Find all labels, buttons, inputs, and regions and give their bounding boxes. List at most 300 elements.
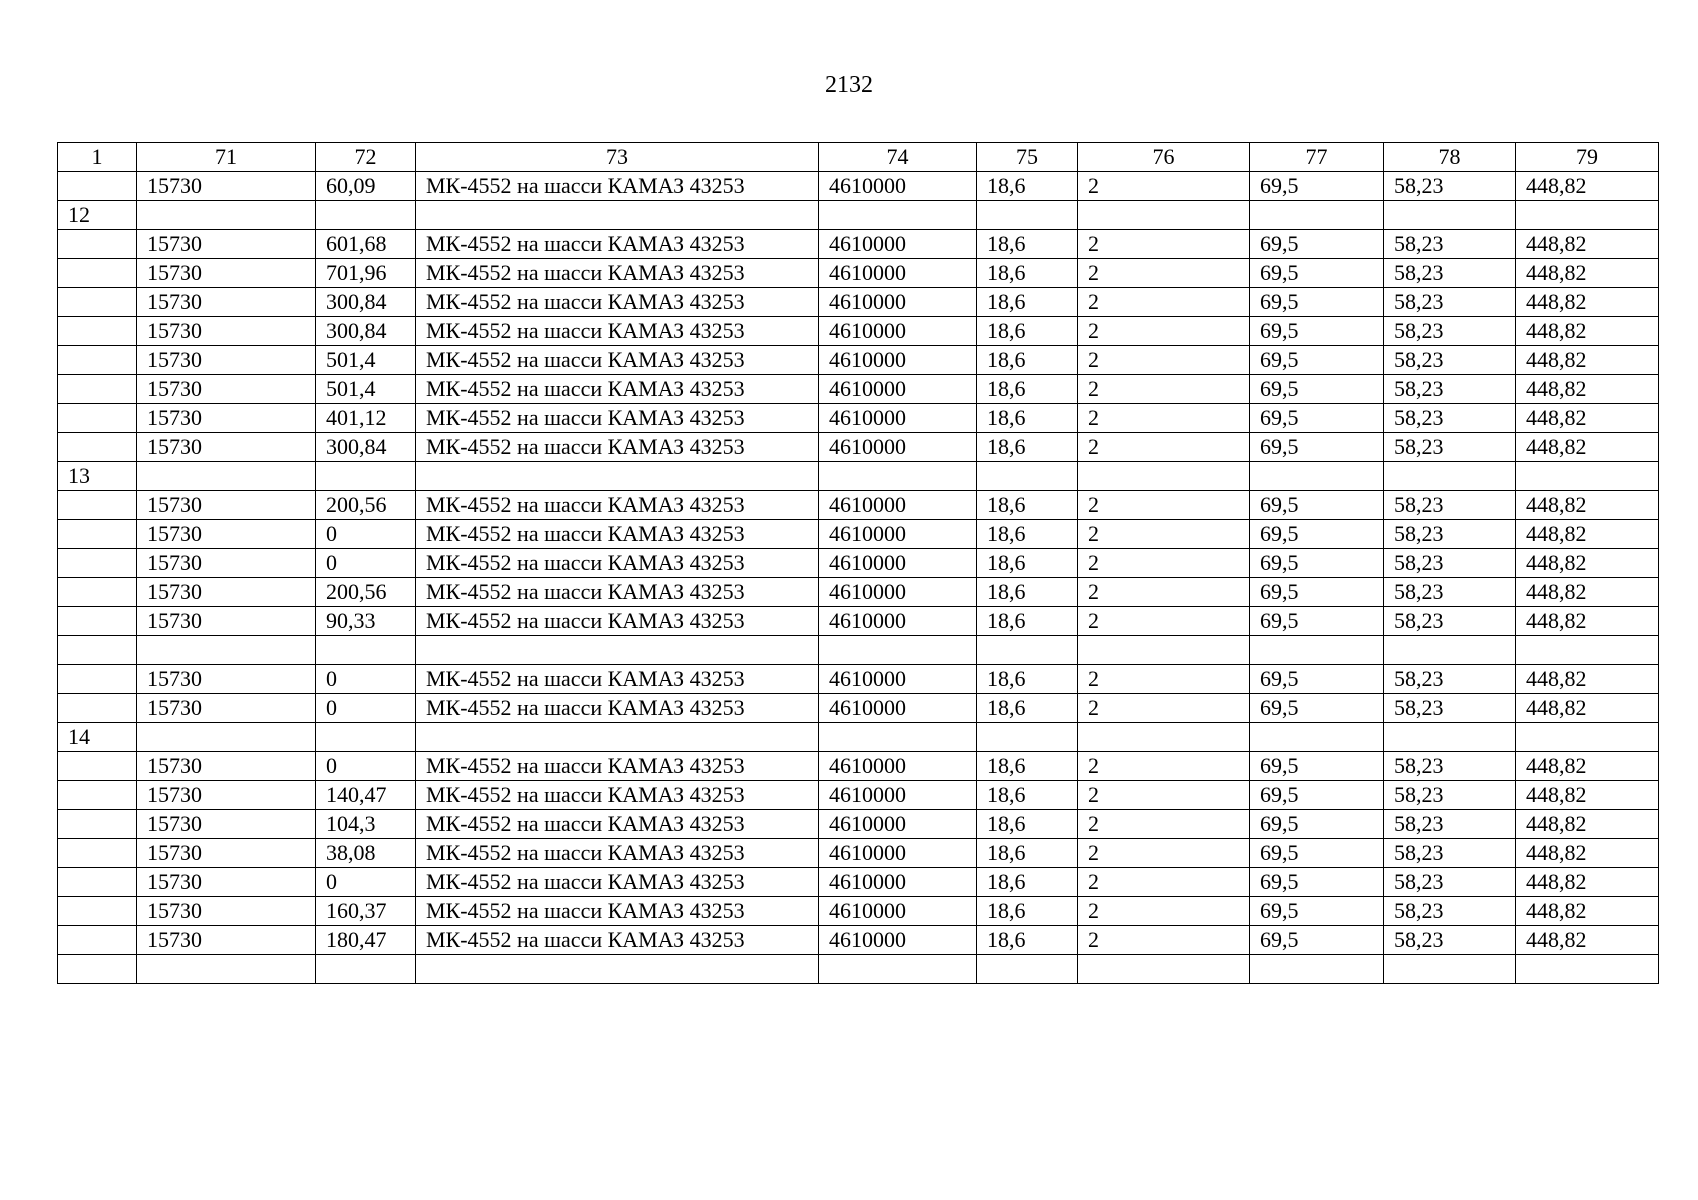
column-header: 79 — [1516, 143, 1659, 172]
table-cell — [1078, 723, 1250, 752]
table-cell: 60,09 — [316, 172, 416, 201]
table-cell: 69,5 — [1250, 781, 1384, 810]
table-cell — [58, 346, 137, 375]
table-cell: 448,82 — [1516, 549, 1659, 578]
table-cell: 15730 — [137, 317, 316, 346]
table-cell: 58,23 — [1384, 897, 1516, 926]
table-cell — [1078, 462, 1250, 491]
table-cell — [316, 723, 416, 752]
table-cell — [416, 462, 819, 491]
table-cell: 448,82 — [1516, 317, 1659, 346]
table-row — [58, 781, 1659, 810]
table-cell — [316, 462, 416, 491]
table-cell: 69,5 — [1250, 259, 1384, 288]
table-cell — [819, 201, 977, 230]
table-cell: 58,23 — [1384, 926, 1516, 955]
table-cell: 12 — [58, 201, 137, 230]
table-row — [58, 636, 1659, 665]
table-cell: 2 — [1078, 549, 1250, 578]
table-cell: 18,6 — [977, 520, 1078, 549]
table-cell: 4610000 — [819, 897, 977, 926]
table-cell: 448,82 — [1516, 926, 1659, 955]
table-cell: 2 — [1078, 404, 1250, 433]
table-row — [58, 665, 1659, 694]
table-cell — [416, 636, 819, 665]
table-cell — [416, 723, 819, 752]
table-cell — [1516, 723, 1659, 752]
table-cell: 58,23 — [1384, 491, 1516, 520]
table-cell: МК-4552 на шасси КАМАЗ 43253 — [416, 839, 819, 868]
table-cell: 2 — [1078, 781, 1250, 810]
table-cell: 38,08 — [316, 839, 416, 868]
table-cell: 4610000 — [819, 433, 977, 462]
table-cell — [58, 520, 137, 549]
table-cell: 18,6 — [977, 839, 1078, 868]
table-cell: 401,12 — [316, 404, 416, 433]
table-cell: 200,56 — [316, 491, 416, 520]
table-cell: МК-4552 на шасси КАМАЗ 43253 — [416, 578, 819, 607]
column-header: 1 — [58, 143, 137, 172]
table-cell: МК-4552 на шасси КАМАЗ 43253 — [416, 810, 819, 839]
table-cell — [58, 317, 137, 346]
table-row — [58, 897, 1659, 926]
table-cell — [1078, 955, 1250, 984]
table-cell: 69,5 — [1250, 578, 1384, 607]
table-cell: 448,82 — [1516, 346, 1659, 375]
table-cell: 2 — [1078, 839, 1250, 868]
table-cell: 448,82 — [1516, 491, 1659, 520]
table-cell: 69,5 — [1250, 694, 1384, 723]
table-cell: 69,5 — [1250, 230, 1384, 259]
table-cell: 4610000 — [819, 694, 977, 723]
table-cell: 4610000 — [819, 810, 977, 839]
table-cell: 4610000 — [819, 578, 977, 607]
table-cell: 69,5 — [1250, 549, 1384, 578]
table-cell — [1250, 201, 1384, 230]
table-cell — [316, 955, 416, 984]
table-cell: 448,82 — [1516, 897, 1659, 926]
table-cell: 15730 — [137, 549, 316, 578]
table-cell: 4610000 — [819, 752, 977, 781]
table-cell: 448,82 — [1516, 810, 1659, 839]
table-header-row — [58, 143, 1659, 172]
table-cell — [58, 288, 137, 317]
table-cell — [58, 404, 137, 433]
table-cell: 69,5 — [1250, 926, 1384, 955]
table-cell: 18,6 — [977, 752, 1078, 781]
table-cell: 448,82 — [1516, 288, 1659, 317]
table-cell: 300,84 — [316, 317, 416, 346]
table-cell — [819, 462, 977, 491]
table-cell: 58,23 — [1384, 375, 1516, 404]
table-cell: 2 — [1078, 868, 1250, 897]
table-cell: 15730 — [137, 404, 316, 433]
table-cell: МК-4552 на шасси КАМАЗ 43253 — [416, 607, 819, 636]
table-cell: МК-4552 на шасси КАМАЗ 43253 — [416, 375, 819, 404]
table-cell — [58, 955, 137, 984]
table-cell: 58,23 — [1384, 288, 1516, 317]
table-cell: 15730 — [137, 520, 316, 549]
table-cell: 18,6 — [977, 491, 1078, 520]
table-row — [58, 346, 1659, 375]
table-cell: 58,23 — [1384, 665, 1516, 694]
table-cell — [1384, 723, 1516, 752]
table-cell — [58, 839, 137, 868]
table-cell: 15730 — [137, 810, 316, 839]
table-cell: 2 — [1078, 810, 1250, 839]
table-cell: 4610000 — [819, 288, 977, 317]
table-cell: 18,6 — [977, 694, 1078, 723]
table-cell: 4610000 — [819, 607, 977, 636]
table-cell: МК-4552 на шасси КАМАЗ 43253 — [416, 752, 819, 781]
table-cell: 2 — [1078, 288, 1250, 317]
table-cell — [58, 172, 137, 201]
table-cell: 4610000 — [819, 375, 977, 404]
table-cell: 58,23 — [1384, 694, 1516, 723]
column-header: 71 — [137, 143, 316, 172]
column-header: 74 — [819, 143, 977, 172]
column-header: 73 — [416, 143, 819, 172]
table-cell: 18,6 — [977, 897, 1078, 926]
table-cell: МК-4552 на шасси КАМАЗ 43253 — [416, 259, 819, 288]
table-cell: 69,5 — [1250, 491, 1384, 520]
table-cell — [1516, 201, 1659, 230]
table-cell: 18,6 — [977, 781, 1078, 810]
table-cell: 15730 — [137, 491, 316, 520]
table-cell: 18,6 — [977, 317, 1078, 346]
table-cell: 18,6 — [977, 665, 1078, 694]
table-body — [58, 143, 1659, 984]
table-cell: 18,6 — [977, 259, 1078, 288]
table-cell: МК-4552 на шасси КАМАЗ 43253 — [416, 868, 819, 897]
table-cell: 15730 — [137, 607, 316, 636]
table-cell: 601,68 — [316, 230, 416, 259]
table-cell: 15730 — [137, 172, 316, 201]
table-cell: 2 — [1078, 926, 1250, 955]
table-cell: МК-4552 на шасси КАМАЗ 43253 — [416, 520, 819, 549]
table-row — [58, 491, 1659, 520]
table-cell — [977, 201, 1078, 230]
table-cell: 13 — [58, 462, 137, 491]
table-cell: 15730 — [137, 868, 316, 897]
table-cell — [58, 926, 137, 955]
table-cell — [977, 462, 1078, 491]
table-cell: 2 — [1078, 491, 1250, 520]
table-cell: МК-4552 на шасси КАМАЗ 43253 — [416, 404, 819, 433]
table-cell: 448,82 — [1516, 839, 1659, 868]
table-row — [58, 810, 1659, 839]
table-cell: МК-4552 на шасси КАМАЗ 43253 — [416, 926, 819, 955]
table-cell: МК-4552 на шасси КАМАЗ 43253 — [416, 230, 819, 259]
table-cell: 18,6 — [977, 375, 1078, 404]
table-cell: 18,6 — [977, 810, 1078, 839]
table-cell: 58,23 — [1384, 868, 1516, 897]
table-cell — [416, 201, 819, 230]
table-row — [58, 317, 1659, 346]
table-cell: 448,82 — [1516, 375, 1659, 404]
table-cell: 15730 — [137, 752, 316, 781]
table-cell: 15730 — [137, 897, 316, 926]
table-row — [58, 462, 1659, 491]
table-cell: 15730 — [137, 288, 316, 317]
table-cell: 15730 — [137, 259, 316, 288]
table-cell: 69,5 — [1250, 520, 1384, 549]
table-cell: 15730 — [137, 578, 316, 607]
table-cell: 2 — [1078, 172, 1250, 201]
table-cell — [58, 549, 137, 578]
table-cell — [1250, 955, 1384, 984]
table-cell: 2 — [1078, 578, 1250, 607]
table-cell: 69,5 — [1250, 868, 1384, 897]
table-cell: 58,23 — [1384, 520, 1516, 549]
table-cell: 2 — [1078, 230, 1250, 259]
table-row — [58, 607, 1659, 636]
table-cell: 2 — [1078, 346, 1250, 375]
table-cell: 2 — [1078, 607, 1250, 636]
table-cell: 448,82 — [1516, 781, 1659, 810]
table-cell: 160,37 — [316, 897, 416, 926]
table-cell: 2 — [1078, 897, 1250, 926]
table-cell: 58,23 — [1384, 404, 1516, 433]
table-cell: 448,82 — [1516, 520, 1659, 549]
table-cell — [137, 462, 316, 491]
column-header: 75 — [977, 143, 1078, 172]
table-cell: 15730 — [137, 781, 316, 810]
table-row — [58, 201, 1659, 230]
table-cell: 448,82 — [1516, 694, 1659, 723]
table-cell — [1078, 636, 1250, 665]
table-cell: 501,4 — [316, 346, 416, 375]
table-cell: 15730 — [137, 230, 316, 259]
column-header: 77 — [1250, 143, 1384, 172]
table-cell: МК-4552 на шасси КАМАЗ 43253 — [416, 288, 819, 317]
data-table — [57, 142, 1659, 984]
table-cell: 15730 — [137, 926, 316, 955]
table-cell: 69,5 — [1250, 810, 1384, 839]
table-cell — [58, 694, 137, 723]
table-cell: 69,5 — [1250, 346, 1384, 375]
table-cell: 58,23 — [1384, 839, 1516, 868]
table-cell: 2 — [1078, 375, 1250, 404]
table-cell: 4610000 — [819, 491, 977, 520]
table-cell: 69,5 — [1250, 897, 1384, 926]
table-row — [58, 433, 1659, 462]
table-cell — [58, 781, 137, 810]
table-cell: 4610000 — [819, 346, 977, 375]
column-header: 72 — [316, 143, 416, 172]
table-cell — [1250, 462, 1384, 491]
table-row — [58, 926, 1659, 955]
table-cell: 69,5 — [1250, 433, 1384, 462]
table-cell: 200,56 — [316, 578, 416, 607]
table-cell — [58, 491, 137, 520]
table-cell: 69,5 — [1250, 375, 1384, 404]
table-cell: 18,6 — [977, 926, 1078, 955]
table-cell: 69,5 — [1250, 607, 1384, 636]
table-cell: 18,6 — [977, 578, 1078, 607]
table-cell: МК-4552 на шасси КАМАЗ 43253 — [416, 549, 819, 578]
table-cell — [977, 636, 1078, 665]
table-cell: 58,23 — [1384, 607, 1516, 636]
table-cell: 448,82 — [1516, 404, 1659, 433]
table-cell: МК-4552 на шасси КАМАЗ 43253 — [416, 317, 819, 346]
table-cell: 0 — [316, 520, 416, 549]
table-cell — [58, 607, 137, 636]
table-cell: 300,84 — [316, 433, 416, 462]
table-cell — [58, 578, 137, 607]
table-cell: 69,5 — [1250, 839, 1384, 868]
table-cell: МК-4552 на шасси КАМАЗ 43253 — [416, 781, 819, 810]
table-cell: МК-4552 на шасси КАМАЗ 43253 — [416, 665, 819, 694]
table-cell: 448,82 — [1516, 259, 1659, 288]
table-cell — [58, 636, 137, 665]
table-cell: МК-4552 на шасси КАМАЗ 43253 — [416, 346, 819, 375]
table-cell: 18,6 — [977, 230, 1078, 259]
table-cell — [1250, 723, 1384, 752]
table-row — [58, 723, 1659, 752]
table-cell: 58,23 — [1384, 549, 1516, 578]
column-header: 76 — [1078, 143, 1250, 172]
table-cell: 15730 — [137, 839, 316, 868]
table-cell: 69,5 — [1250, 317, 1384, 346]
table-cell: 448,82 — [1516, 172, 1659, 201]
table-cell: 58,23 — [1384, 578, 1516, 607]
table-cell: 701,96 — [316, 259, 416, 288]
table-cell: МК-4552 на шасси КАМАЗ 43253 — [416, 433, 819, 462]
table-row — [58, 694, 1659, 723]
table-cell: 2 — [1078, 433, 1250, 462]
table-cell — [1384, 955, 1516, 984]
table-cell: 448,82 — [1516, 868, 1659, 897]
table-cell: 14 — [58, 723, 137, 752]
table-cell: 4610000 — [819, 172, 977, 201]
table-cell: 15730 — [137, 346, 316, 375]
column-header: 78 — [1384, 143, 1516, 172]
table-cell: 15730 — [137, 694, 316, 723]
table-cell: МК-4552 на шасси КАМАЗ 43253 — [416, 491, 819, 520]
table-cell: 4610000 — [819, 317, 977, 346]
table-cell: 501,4 — [316, 375, 416, 404]
table-row — [58, 868, 1659, 897]
table-cell: 18,6 — [977, 346, 1078, 375]
table-cell — [1516, 462, 1659, 491]
table-cell: 4610000 — [819, 781, 977, 810]
table-cell: 90,33 — [316, 607, 416, 636]
table-cell — [58, 433, 137, 462]
table-cell: МК-4552 на шасси КАМАЗ 43253 — [416, 172, 819, 201]
table-cell — [58, 230, 137, 259]
table-cell — [977, 955, 1078, 984]
table-cell: 448,82 — [1516, 230, 1659, 259]
table-row — [58, 549, 1659, 578]
table-cell: 104,3 — [316, 810, 416, 839]
table-cell: 448,82 — [1516, 665, 1659, 694]
table-cell: МК-4552 на шасси КАМАЗ 43253 — [416, 694, 819, 723]
table-cell: 58,23 — [1384, 346, 1516, 375]
table-cell: 18,6 — [977, 549, 1078, 578]
table-cell: 4610000 — [819, 259, 977, 288]
table-cell: 58,23 — [1384, 230, 1516, 259]
table-cell: 2 — [1078, 520, 1250, 549]
table-row — [58, 520, 1659, 549]
table-cell — [1516, 636, 1659, 665]
table-cell: 69,5 — [1250, 665, 1384, 694]
table-cell: 58,23 — [1384, 781, 1516, 810]
table-cell — [137, 201, 316, 230]
table-cell — [1384, 636, 1516, 665]
table-cell — [1516, 955, 1659, 984]
table-cell: 4610000 — [819, 868, 977, 897]
table-cell — [1384, 462, 1516, 491]
table-cell: 0 — [316, 665, 416, 694]
table-cell — [137, 723, 316, 752]
table-cell: 448,82 — [1516, 752, 1659, 781]
table-cell: 15730 — [137, 375, 316, 404]
table-cell — [1250, 636, 1384, 665]
table-cell: 18,6 — [977, 404, 1078, 433]
table-cell — [58, 752, 137, 781]
table-cell: 58,23 — [1384, 172, 1516, 201]
table-cell: 4610000 — [819, 520, 977, 549]
table-row — [58, 955, 1659, 984]
table-row — [58, 404, 1659, 433]
table-cell: 300,84 — [316, 288, 416, 317]
table-cell: 448,82 — [1516, 578, 1659, 607]
table-cell: 58,23 — [1384, 433, 1516, 462]
table-cell: 4610000 — [819, 404, 977, 433]
table-cell — [416, 955, 819, 984]
table-cell — [137, 636, 316, 665]
table-row — [58, 375, 1659, 404]
table-cell: 4610000 — [819, 230, 977, 259]
table-cell — [58, 665, 137, 694]
table-cell: 0 — [316, 752, 416, 781]
table-cell: 0 — [316, 868, 416, 897]
table-row — [58, 839, 1659, 868]
table-cell: 448,82 — [1516, 433, 1659, 462]
table-cell — [58, 897, 137, 926]
table-row — [58, 288, 1659, 317]
table-cell: 2 — [1078, 752, 1250, 781]
table-cell: 4610000 — [819, 839, 977, 868]
table-cell: 2 — [1078, 694, 1250, 723]
table-cell — [1384, 201, 1516, 230]
table-cell: 180,47 — [316, 926, 416, 955]
table-cell: 58,23 — [1384, 752, 1516, 781]
page-number: 2132 — [825, 72, 873, 98]
table-row — [58, 578, 1659, 607]
table-cell — [58, 868, 137, 897]
table-cell: 4610000 — [819, 665, 977, 694]
table-row — [58, 259, 1659, 288]
table-cell: 448,82 — [1516, 607, 1659, 636]
table-cell: 4610000 — [819, 549, 977, 578]
table-cell: 69,5 — [1250, 752, 1384, 781]
table-cell — [58, 810, 137, 839]
table-row — [58, 230, 1659, 259]
table-cell: МК-4552 на шасси КАМАЗ 43253 — [416, 897, 819, 926]
table-cell: 18,6 — [977, 172, 1078, 201]
table-cell: 2 — [1078, 259, 1250, 288]
table-cell: 69,5 — [1250, 404, 1384, 433]
table-cell: 2 — [1078, 317, 1250, 346]
table-cell — [1078, 201, 1250, 230]
table-cell — [819, 955, 977, 984]
table-row — [58, 172, 1659, 201]
table-cell: 18,6 — [977, 607, 1078, 636]
table-cell: 58,23 — [1384, 810, 1516, 839]
table-cell: 69,5 — [1250, 172, 1384, 201]
